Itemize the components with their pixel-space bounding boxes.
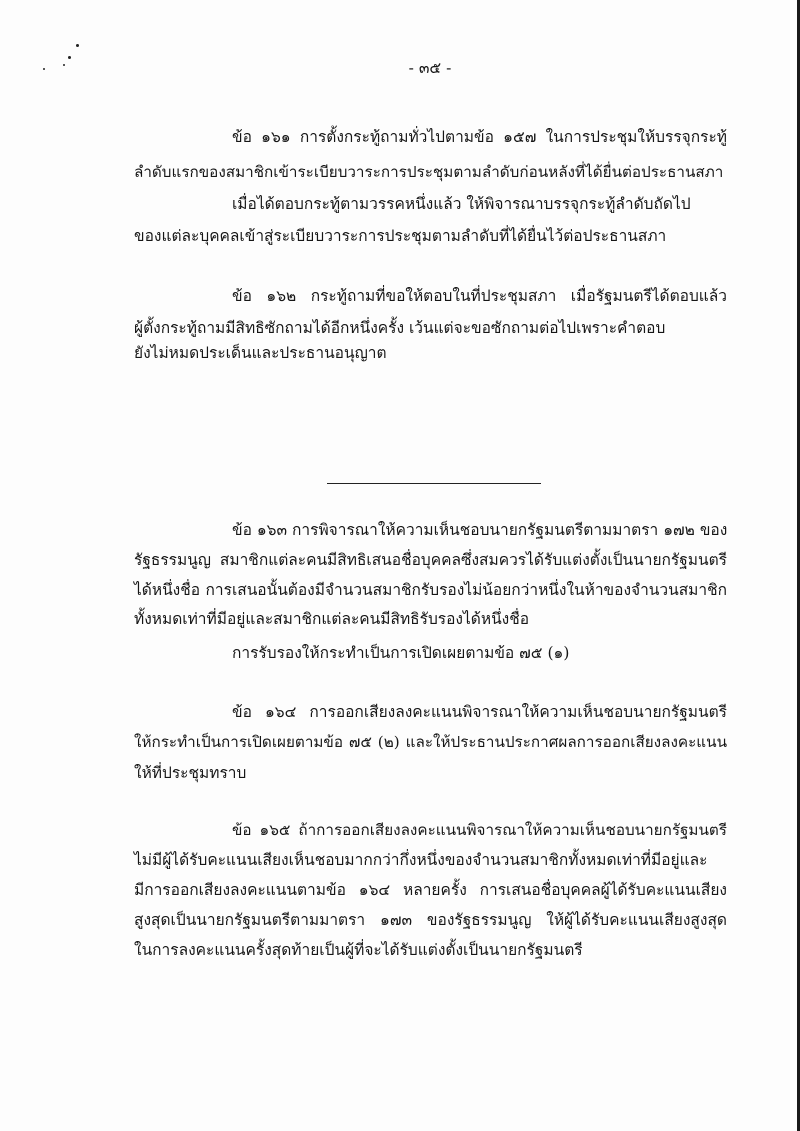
section-163-line-2: รัฐธรรมนูญ สมาชิกแต่ละคนมีสิทธิเสนอชื่อบุคคลซึ่งสมควรได้รับแต่งตั้งเป็นนายกรัฐมนตรี bbox=[134, 551, 727, 569]
scan-speck bbox=[63, 64, 65, 66]
section-162-line-3: ยังไม่หมดประเด็นและประธานอนุญาต bbox=[134, 344, 387, 362]
section-165-line-5: ในการลงคะแนนครั้งสุดท้ายเป็นผู้ที่จะได้รับแต่งตั้งเป็นนายกรัฐมนตรี bbox=[134, 941, 583, 959]
section-161-line-3: เมื่อได้ตอบกระทู้ตามวรรคหนึ่งแล้ว ให้พิจารณาบรรจุกระทู้ลำดับถัดไป bbox=[232, 195, 691, 213]
section-165-line-2: ไม่มีผู้ได้รับคะแนนเสียงเห็นชอบมากกว่ากึ่งหนึ่งของจำนวนสมาชิกทั้งหมดเท่าที่มีอยู่และ bbox=[134, 851, 708, 869]
section-163-line-5: การรับรองให้กระทำเป็นการเปิดเผยตามข้อ ๗๕ (๑) bbox=[232, 644, 570, 662]
section-164-line-1: ข้อ ๑๖๔ การออกเสียงลงคะแนนพิจารณาให้ความเห็นชอบนายกรัฐมนตรี bbox=[232, 703, 727, 721]
scan-speck bbox=[43, 68, 45, 70]
scan-speck bbox=[68, 56, 71, 59]
section-162-line-1: ข้อ ๑๖๒ กระทู้ถามที่ขอให้ตอบในที่ประชุมสภา เมื่อรัฐมนตรีได้ตอบแล้ว bbox=[232, 287, 727, 305]
chapter-divider bbox=[327, 483, 541, 484]
section-163-line-1: ข้อ ๑๖๓ การพิจารณาให้ความเห็นชอบนายกรัฐมนตรีตามมาตรา ๑๗๒ ของ bbox=[232, 521, 728, 539]
section-161-line-2: ลำดับแรกของสมาชิกเข้าระเบียบวาระการประชุมตามลำดับก่อนหลังที่ได้ยื่นต่อประธานสภา bbox=[134, 163, 724, 181]
page-number: - ๓๕ - bbox=[408, 59, 452, 77]
section-162-line-2: ผู้ตั้งกระทู้ถามมีสิทธิซักถามได้อีกหนึ่งครั้ง เว้นแต่จะขอซักถามต่อไปเพราะคำตอบ bbox=[134, 319, 666, 337]
section-161-line-1: ข้อ ๑๖๑ การตั้งกระทู้ถามทั่วไปตามข้อ ๑๕๗ ในการประชุมให้บรรจุกระทู้ bbox=[232, 128, 727, 146]
section-161-line-4: ของแต่ละบุคคลเข้าสู่ระเบียบวาระการประชุมตามลำดับที่ได้ยื่นไว้ต่อประธานสภา bbox=[134, 227, 667, 245]
section-163-line-3: ได้หนึ่งชื่อ การเสนอนั้นต้องมีจำนวนสมาชิกรับรองไม่น้อยกว่าหนึ่งในห้าของจำนวนสมาชิก bbox=[134, 581, 727, 599]
section-164-line-3: ให้ที่ประชุมทราบ bbox=[134, 764, 247, 782]
section-165-line-1: ข้อ ๑๖๕ ถ้าการออกเสียงลงคะแนนพิจารณาให้ความเห็นชอบนายกรัฐมนตรี bbox=[232, 821, 727, 839]
section-164-line-2: ให้กระทำเป็นการเปิดเผยตามข้อ ๗๕ (๒) และให้ประธานประกาศผลการออกเสียงลงคะแนน bbox=[134, 733, 727, 751]
scan-speck bbox=[76, 44, 79, 47]
section-165-line-4: สูงสุดเป็นนายกรัฐมนตรีตามมาตรา ๑๗๓ ของรัฐธรรมนูญ ให้ผู้ได้รับคะแนนเสียงสูงสุด bbox=[134, 911, 727, 929]
section-165-line-3: มีการออกเสียงลงคะแนนตามข้อ ๑๖๔ หลายครั้ง การเสนอชื่อบุคคลผู้ได้รับคะแนนเสียง bbox=[134, 881, 727, 899]
section-163-line-4: ทั้งหมดเท่าที่มีอยู่และสมาชิกแต่ละคนมีสิทธิรับรองได้หนึ่งชื่อ bbox=[134, 610, 530, 628]
